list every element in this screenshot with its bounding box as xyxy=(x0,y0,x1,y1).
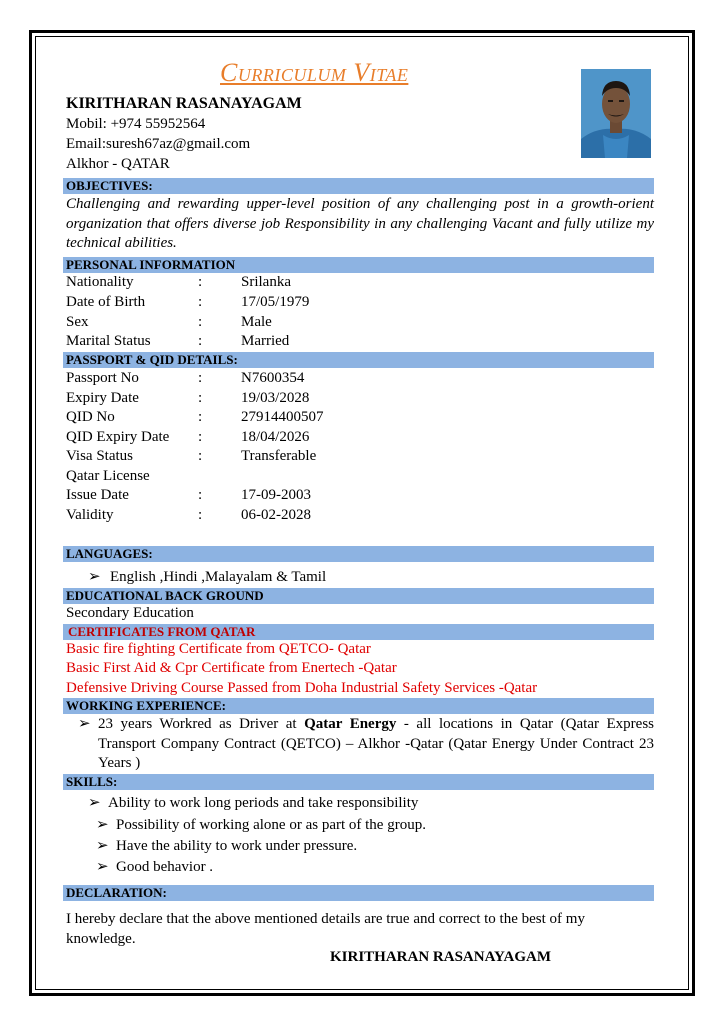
row-label: Marital Status xyxy=(66,333,151,349)
row-separator: : xyxy=(198,429,203,445)
arrow-bullet-icon: ➢ xyxy=(88,569,101,585)
languages-heading: LANGUAGES: xyxy=(63,546,654,562)
row-value: Male xyxy=(241,314,272,330)
employer-name: Qatar Energy xyxy=(304,716,397,732)
document-title: Curriculum Vitae xyxy=(220,58,409,87)
row-separator: : xyxy=(198,274,203,290)
row-label: QID Expiry Date xyxy=(66,429,170,445)
candidate-name: KIRITHARAN RASANAYAGAM xyxy=(66,95,302,112)
row-label: QID No xyxy=(66,409,115,425)
skill-item xyxy=(96,837,357,857)
location: Alkhor - QATAR xyxy=(66,156,170,172)
passport-heading: PASSPORT & QID DETAILS: xyxy=(63,352,654,368)
languages-text: English ,Hindi ,Malayalam & Tamil xyxy=(110,569,327,585)
row-label: Validity xyxy=(66,507,114,523)
row-value: 17-09-2003 xyxy=(241,487,311,503)
row-separator: : xyxy=(198,487,203,503)
row-separator: : xyxy=(198,314,203,330)
arrow-bullet-icon: ➢ xyxy=(96,859,109,875)
row-label: Sex xyxy=(66,314,89,330)
row-label: Date of Birth xyxy=(66,294,146,310)
arrow-bullet-icon: ➢ xyxy=(96,838,109,854)
row-label: Nationality xyxy=(66,274,134,290)
experience-text xyxy=(98,715,654,774)
contact-block xyxy=(66,94,302,174)
personal-info-heading: PERSONAL INFORMATION xyxy=(63,257,654,273)
row-label: Visa Status xyxy=(66,448,134,464)
row-value: Transferable xyxy=(241,448,317,464)
row-separator: : xyxy=(198,370,203,386)
skill-item xyxy=(96,858,213,878)
languages-item xyxy=(88,568,326,588)
education-text: Secondary Education xyxy=(66,605,194,621)
row-separator: : xyxy=(198,390,203,406)
certificates-heading: CERTIFICATES FROM QATAR xyxy=(63,624,654,640)
row-label: Expiry Date xyxy=(66,390,139,406)
arrow-bullet-icon: ➢ xyxy=(96,817,109,833)
skill-item xyxy=(96,816,426,836)
experience-pre: 23 years Workred as Driver at xyxy=(98,716,305,732)
signature-name: KIRITHARAN RASANAYAGAM xyxy=(330,949,552,965)
declaration-text: I hereby declare that the above mentioned details are true and correct to the best of my knowledge. xyxy=(66,911,585,947)
row-separator: : xyxy=(198,507,203,523)
skill-text: Ability to work long periods and take responsibility xyxy=(108,795,419,811)
row-separator: : xyxy=(198,409,203,425)
objectives-heading: OBJECTIVES: xyxy=(63,178,654,194)
certificate-item: Defensive Driving Course Passed from Doha Industrial Safety Services -Qatar xyxy=(66,680,538,696)
skill-text: Good behavior . xyxy=(116,859,214,875)
experience-post: - all locations in Qatar (Qatar Express Transport Company Contract (QETCO) – Alkhor -Qatar (Qatar Energy Under Contract 23 Years ) xyxy=(98,716,654,771)
certificate-item: Basic First Aid & Cpr Certificate from Enertech -Qatar xyxy=(66,660,397,676)
row-value: Married xyxy=(241,333,290,349)
email-address: Email:suresh67az@gmail.com xyxy=(66,136,251,152)
declaration-heading: DECLARATION: xyxy=(63,885,654,901)
experience-heading: WORKING EXPERIENCE: xyxy=(63,698,654,714)
profile-photo xyxy=(581,69,651,158)
education-heading: EDUCATIONAL BACK GROUND xyxy=(63,588,654,604)
skill-text: Possibility of working alone or as part of the group. xyxy=(116,817,426,833)
row-value: 27914400507 xyxy=(241,409,324,425)
row-separator: : xyxy=(198,333,203,349)
skills-heading: SKILLS: xyxy=(63,774,654,790)
row-value: Srilanka xyxy=(241,274,291,290)
row-separator: : xyxy=(198,294,203,310)
row-separator: : xyxy=(198,448,203,464)
mobile-number: Mobil: +974 55952564 xyxy=(66,116,206,132)
skill-item xyxy=(88,794,418,814)
row-label: Qatar License xyxy=(66,468,150,484)
row-value: 17/05/1979 xyxy=(241,294,310,310)
row-value: 19/03/2028 xyxy=(241,390,310,406)
row-value: 06-02-2028 xyxy=(241,507,311,523)
row-value: 18/04/2026 xyxy=(241,429,310,445)
skill-text: Have the ability to work under pressure. xyxy=(116,838,358,854)
row-value: N7600354 xyxy=(241,370,305,386)
row-label: Passport No xyxy=(66,370,139,386)
arrow-bullet-icon: ➢ xyxy=(88,795,101,811)
objectives-text: Challenging and rewarding upper-level position of any challenging post in a growth-orient organization that offers diverse job Responsibility in any challenging Vacant and fully utilize my technical abilities. xyxy=(66,196,654,251)
row-label: Issue Date xyxy=(66,487,129,503)
certificate-item: Basic fire fighting Certificate from QETCO- Qatar xyxy=(66,641,371,657)
arrow-bullet-icon: ➢ xyxy=(78,716,91,732)
